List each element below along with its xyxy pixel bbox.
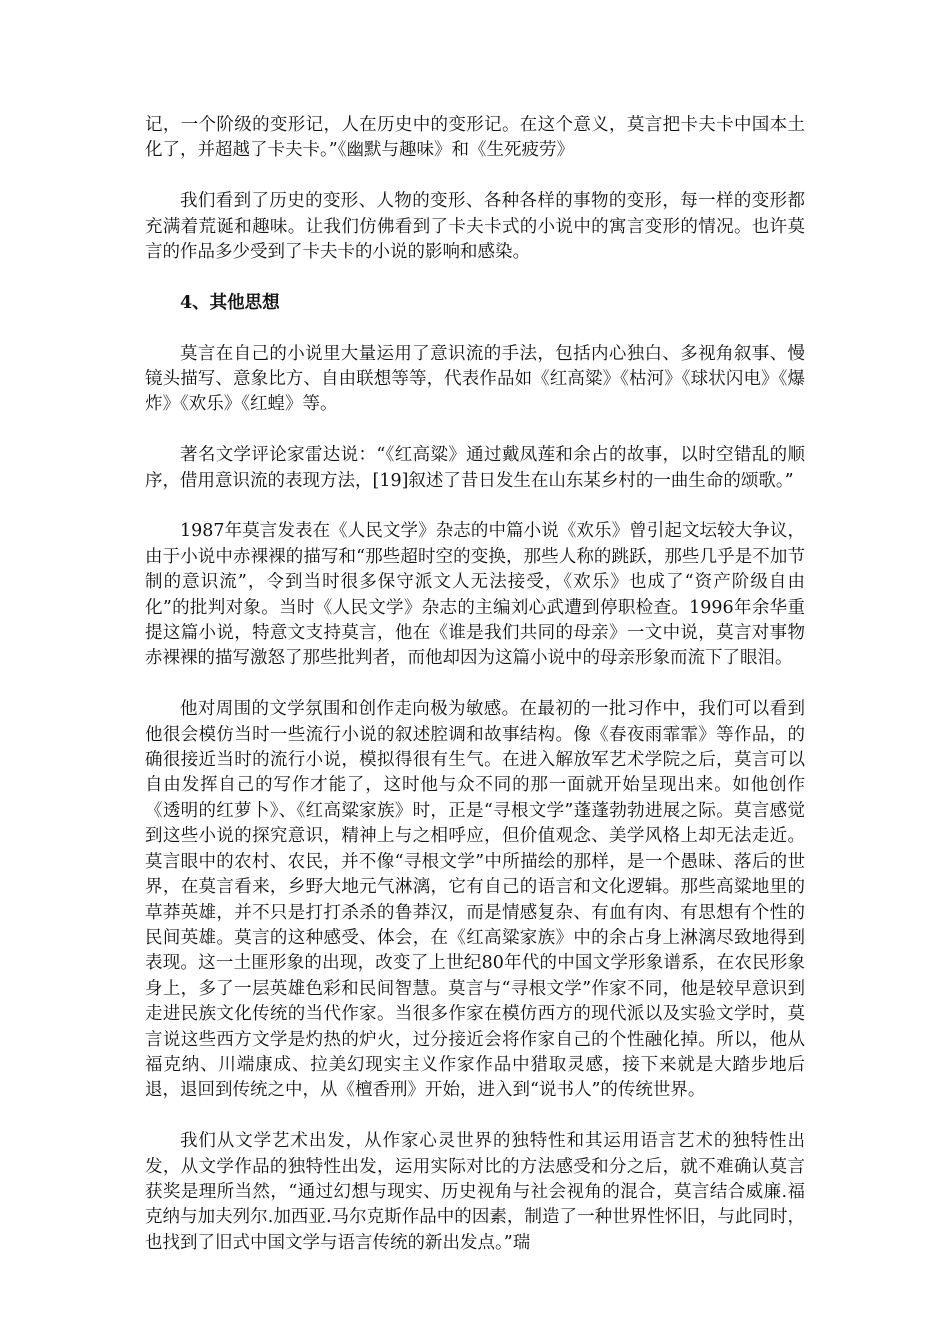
section-heading-other-thoughts: 4、其他思想 — [180, 292, 280, 313]
paragraph-leida-quote: 著名文学评论家雷达说：“《红高粱》通过戴凤莲和余占的故事，以时空错乱的顺序，借用意识流的表现方法，[19]叙述了昔日发生在山东某乡村的一曲生命的颂歌。” — [145, 445, 805, 491]
document-body — [145, 113, 805, 1282]
paragraph-huanle-controversy: 1987年莫言发表在《人民文学》杂志的中篇小说《欢乐》曾引起文坛较大争议，由于小说中赤裸裸的描写和“那些超时空的变换，那些人称的跳跃，那些几乎是不加节制的意识流”，令到当时很多保守派文人无法接受，《欢乐》也成了“资产阶级自由化”的批判对象。当时《人民文学》杂志的主编刘心武遭到停职检查。1996年余华重提这篇小说，特意文支持莫言，他在《谁是我们共同的母亲》一文中说，莫言对事物赤裸裸的描写激怒了那些批判者，而他却因为这篇小说中的母亲形象而流下了眼泪。 — [145, 521, 805, 669]
paragraph-stream-of-consciousness: 莫言在自己的小说里大量运用了意识流的手法，包括内心独白、多视角叙事、慢镜头描写、意象比方、自由联想等等，代表作品如《红高粱》《枯河》《球状闪电》《爆炸》《欢乐》《红蝗》等。 — [145, 343, 805, 415]
paragraph-nobel-prize: 我们从文学艺术出发，从作家心灵世界的独特性和其运用语言艺术的独特性出发，从文学作品的独特性出发，运用实际对比的方法感受和分之后，就不难确认莫言获奖是理所当然，“通过幻想与现实、历史视角与社会视角的混合，莫言结合威廉.福克纳与加夫列尔.加西亚.马尔克斯作品中的因素，制造了一种世界性怀旧，与此同时，也找到了旧式中国文学与语言传统的新出发点。”瑞 — [145, 1131, 805, 1253]
paragraph-literary-sensitivity: 他对周围的文学氛围和创作走向极为敏感。在最初的一批习作中，我们可以看到他很会模仿当时一些流行小说的叙述腔调和故事结构。像《春夜雨霏霏》等作品，的确很接近当时的流行小说，模拟得很有生气。在进入解放军艺术学院之后，莫言可以自由发挥自己的写作才能了，这时他与众不同的那一面就开始呈现出来。如他创作《透明的红萝卜》、《红高粱家族》时，正是“寻根文学”蓬蓬勃勃进展之际。莫言感觉到这些小说的探究意识，精神上与之相呼应，但价值观念、美学风格上却无法走近。莫言眼中的农村、农民，并不像“寻根文学”中所描绘的那样，是一个愚昧、落后的世界，在莫言看来，乡野大地元气淋漓，它有自己的语言和文化逻辑。那些高粱地里的草莽英雄，并不只是打打杀杀的鲁莽汉，而是情感复杂、有血有肉、有思想有个性的民间英雄。莫言的这种感受、体会，在《红高粱家族》中的余占身上淋漓尽致地得到表现。这一土匪形象的出现，改变了上世纪80年代的中国文学形象谱系，在农民形象身上，多了一层英雄色彩和民间智慧。莫言与“寻根文学”作家不同，他是较早意识到走进民族文化传统的当代作家。当很多作家在模仿西方的现代派以及实验文学时，莫言说这些西方文学是灼热的炉火，过分接近会将作家自己的个性融化掉。所以，他从福克纳、川端康成、拉美幻现实主义作家作品中猎取灵感，接下来就是大踏步地后退，退回到传统之中，从《檀香刑》开始，进入到“说书人”的传统世界。 — [145, 699, 805, 1101]
paragraph-kafka-transformation: 我们看到了历史的变形、人物的变形、各种各样的事物的变形，每一样的变形都充满着荒诞和趣味。让我们仿佛看到了卡夫卡式的小说中的寓言变形的情况。也许莫言的作品多少受到了卡夫卡的小说的影响和感染。 — [145, 191, 805, 263]
paragraph-continuation: 记，一个阶级的变形记，人在历史中的变形记。在这个意义，莫言把卡夫卡中国本土化了，并超越了卡夫卡。”《幽默与趣味》和《生死疲劳》 — [145, 115, 805, 161]
